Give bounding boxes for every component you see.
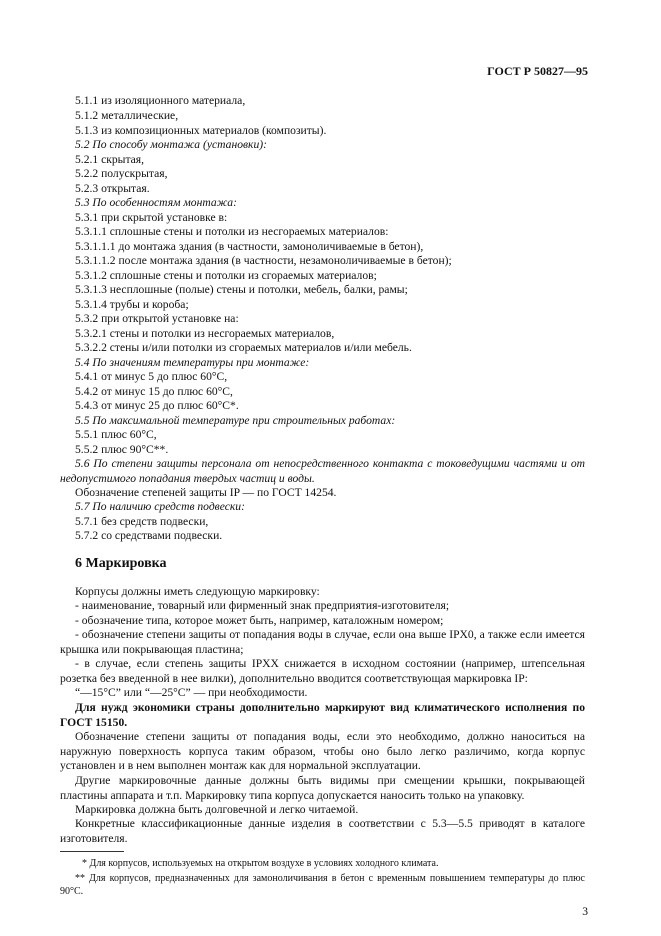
list-item: 5.3.2.1 стены и потолки из несгораемых материалов, xyxy=(75,327,335,340)
list-heading-paragraph: 5.6 По степени защиты персонала от непосредственного контакта с токоведущими частями и от недопустимого попадания твердых частиц и воды. xyxy=(60,457,585,485)
footnote: ** Для корпусов, предназначенных для замоноличивания в бетон с временным повышением температуры до плюс 90°С. xyxy=(60,873,585,897)
list-item: 5.1.3 из композиционных материалов (композиты). xyxy=(75,124,327,137)
list-item: - обозначение типа, которое может быть, например, каталожным номером; xyxy=(75,614,444,627)
list-item: 5.3.1.1.2 после монтажа здания (в частности, незамоноличиваемые в бетон); xyxy=(75,254,452,267)
list-item: 5.3.1.4 трубы и короба; xyxy=(75,298,189,311)
list-item: - в случае, если степень защиты IPXX снижается в исходном состоянии (например, штепсельная розетка без введенной в нее вилки), дополнительно вводится соответствующая маркировка IP: xyxy=(60,657,585,685)
list-heading: 5.2 По способу монтажа (установки): xyxy=(75,138,267,151)
list-heading: 5.4 По значениям температуры при монтаже: xyxy=(75,356,310,369)
footnote: * Для корпусов, используемых на открытом воздухе в условиях холодного климата. xyxy=(82,858,439,869)
list-item: 5.3.2.2 стены и/или потолки из сгораемых материалов и/или мебель. xyxy=(75,341,412,354)
list-item: 5.5.2 плюс 90°С**. xyxy=(75,443,169,456)
bold-paragraph: Для нужд экономики страны дополнительно маркируют вид климатического исполнения по ГОСТ 15150. xyxy=(60,701,585,729)
list-item: 5.5.1 плюс 60°С, xyxy=(75,428,157,441)
list-item: 5.2.1 скрытая, xyxy=(75,153,145,166)
list-item: 5.1.2 металлические, xyxy=(75,109,179,122)
list-item: 5.3.1 при скрытой установке в: xyxy=(75,211,228,224)
list-item: 5.4.1 от минус 5 до плюс 60°С, xyxy=(75,370,228,383)
list-item: 5.3.1.2 сплошные стены и потолки из сгораемых материалов; xyxy=(75,269,377,282)
document-code: ГОСТ Р 50827—95 xyxy=(487,64,588,78)
paragraph: Обозначение степени защиты от попадания воды, если это необходимо, должно наноситься на наружную поверхность корпуса таким образом, чтобы оно было легко различимо, когда корпус установлен и в нем выполнен монтаж как для нормальной эксплуатации. xyxy=(60,730,585,772)
list-item: 5.3.1.1.1 до монтажа здания (в частности, замоноличиваемые в бетон), xyxy=(75,240,424,253)
paragraph: “—15°С” или “—25°С” — при необходимости. xyxy=(75,686,308,699)
list-item: 5.7.1 без средств подвески, xyxy=(75,515,209,528)
page-number: 3 xyxy=(582,905,588,918)
list-item: 5.7.2 со средствами подвески. xyxy=(75,529,223,542)
list-item: 5.3.1.3 несплошные (полые) стены и потолки, мебель, балки, рамы; xyxy=(75,283,408,296)
list-item: 5.4.2 от минус 15 до плюс 60°С, xyxy=(75,385,233,398)
list-heading: 5.7 По наличию средств подвески: xyxy=(75,500,245,513)
list-item: 5.2.3 открытая. xyxy=(75,182,150,195)
section-heading: 6 Маркировка xyxy=(75,556,167,571)
paragraph: Маркировка должна быть долговечной и легко читаемой. xyxy=(75,803,359,816)
list-item: 5.3.2 при открытой установке на: xyxy=(75,312,239,325)
list-item: - наименование, товарный или фирменный знак предприятия-изготовителя; xyxy=(75,599,450,612)
footnote-separator xyxy=(60,851,124,852)
list-item: - обозначение степени защиты от попадания воды в случае, если она выше IPX0, а также если имеется крышка или покрывающая пластина; xyxy=(60,628,585,656)
list-item: Обозначение степеней защиты IP — по ГОСТ 14254. xyxy=(75,486,337,499)
paragraph: Корпусы должны иметь следующую маркировку: xyxy=(75,585,320,598)
list-item: 5.2.2 полускрытая, xyxy=(75,167,168,180)
list-heading: 5.5 По максимальной температуре при строительных работах: xyxy=(75,414,396,427)
list-item: 5.3.1.1 сплошные стены и потолки из несгораемых материалов: xyxy=(75,225,389,238)
list-heading: 5.3 По особенностям монтажа: xyxy=(75,196,237,209)
paragraph: Другие маркировочные данные должны быть видимы при смещении крышки, покрывающей пластины аппарата и т.п. Маркировку типа корпуса допускается наносить только на упаковку. xyxy=(60,774,585,802)
list-item: 5.4.3 от минус 25 до плюс 60°С*. xyxy=(75,399,239,412)
paragraph: Конкретные классификационные данные изделия в соответствии с 5.3—5.5 приводят в каталоге изготовителя. xyxy=(60,817,585,845)
list-item: 5.1.1 из изоляционного материала, xyxy=(75,94,246,107)
